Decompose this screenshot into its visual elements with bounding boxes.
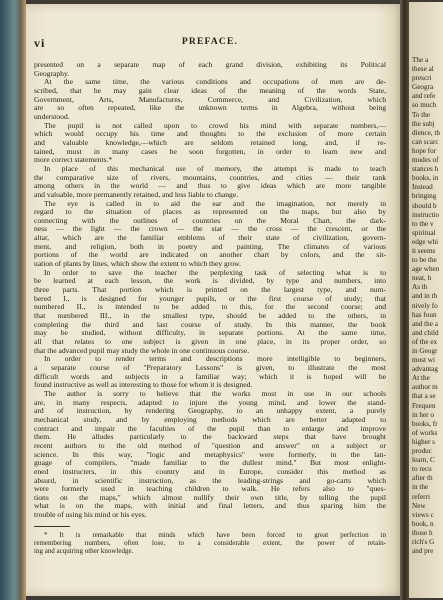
text-line: that numbered III., in the smallest type, should be added to the others, in: [34, 311, 386, 321]
text-line: recent authors to the old method of "question and answer" on a subject or: [34, 440, 386, 450]
text-line: were formerly used in teaching children to walk. He refers also to "ques-: [34, 484, 386, 494]
page-header: [34, 36, 386, 54]
facing-page-line: those h: [412, 528, 433, 537]
text-line: found instructive as well as interesting to those for whom it is designed.: [34, 380, 253, 390]
text-line: which would occupy his time and thoughts to the exclusion of more certain: [34, 129, 386, 139]
text-line: all that relates to one subject is given in one place, in its proper order, so: [34, 337, 386, 346]
facing-page-line: of works: [412, 428, 438, 437]
facing-page: [409, 2, 443, 598]
footnote: [34, 531, 386, 555]
facing-page-line: modes of: [412, 156, 439, 165]
text-line: difficult words and subjects in a familiar way; which it is hoped will be: [34, 371, 386, 381]
book-gutter: [400, 0, 409, 600]
text-line: what is on the maps, with initial and final letters, and thus sparing him the: [34, 501, 386, 511]
preface-body: [34, 61, 386, 555]
text-line: In place of this mechanical use of memory, the attempt is made to teach: [44, 163, 386, 173]
footnote-line: remembering numbers, often lose, to a considerable extent, the power of retain-: [34, 538, 386, 547]
text-line: science. In this way, "logic and metaphysics" were formerly, in the lan-: [34, 449, 386, 459]
text-line: contract and impair the faculties of the pupil than to enlarge and improve: [34, 423, 386, 433]
facing-page-text: [409, 56, 443, 556]
facing-page-line: New: [412, 501, 426, 510]
text-line: uation of plants by lines, which show the extent to which they grow.: [34, 259, 242, 269]
facing-page-line: rich's G: [412, 537, 435, 546]
text-line: are so often repeated, like the unknown terms in Algebra, without being: [34, 103, 386, 113]
text-line: tions on the maps," which almost nullify their own title, by telling the pupil: [34, 492, 386, 502]
facing-page-line: author m: [412, 383, 438, 392]
text-line: mechanical study, and by employing methods which are better adapted to: [34, 414, 386, 424]
facing-page-line: these al: [412, 65, 434, 74]
facing-page-top-margin: [409, 2, 443, 56]
text-line: presented on a separate map of each grand division, exhibiting its Political: [34, 60, 386, 69]
running-title: PREFACE.: [181, 37, 239, 47]
text-line: and valuable knowledge,—which are seldom retained long, and, if re-: [34, 137, 386, 147]
text-line: absurd, in scientific instruction, as the leading-strings and go-carts which: [34, 475, 386, 485]
text-line: trouble of using his mind or his eyes.: [34, 510, 147, 520]
text-line: numbered II., is intended to be added to this, for the second course; and: [34, 302, 386, 312]
facing-page-line: the subj: [412, 119, 435, 128]
facing-page-line: views c: [412, 510, 434, 519]
facing-page-line: Instead: [412, 183, 433, 192]
footnote-line: ing and acquiring other knowledge.: [34, 546, 134, 555]
text-line: scribed, that he may gain clear ideas of the meaning of the words State,: [34, 85, 386, 95]
facing-page-line: referri: [412, 492, 430, 501]
text-line: In order to save the teacher the perplexing task of selecting what is to: [44, 267, 386, 277]
facing-page-line: bringing: [412, 192, 437, 201]
facing-page-line: books, in: [412, 174, 439, 183]
facing-page-line: it seems: [412, 246, 436, 255]
facing-page-line: instructio: [412, 210, 440, 219]
facing-page-line: book, n: [412, 519, 434, 528]
footnote-line: * It is remarkable that minds which have been forced to great perfection in: [44, 530, 386, 539]
facing-page-line: nively fo: [412, 301, 438, 310]
book-cover-edge: [0, 0, 20, 600]
facing-page-line: prescri: [412, 74, 432, 83]
text-line: connecting with the outlines of countries on the Moral Chart, the dark-: [34, 215, 386, 225]
facing-page-line: higher s: [412, 437, 435, 446]
text-line: more correct statements.*: [34, 155, 113, 165]
text-line: The eye is called in to aid the ear and the imagination, not merely in: [44, 198, 386, 208]
facing-page-line: in the: [412, 483, 429, 492]
facing-page-line: Geogra: [412, 83, 434, 92]
facing-page-line: edge whi: [412, 237, 439, 246]
text-line: be learned at each lesson, the work is divided, by type and numbers, into: [34, 276, 386, 286]
text-line: that the advanced pupil may study the whole in one continuous course.: [34, 345, 250, 355]
facing-page-line: books, fr: [412, 419, 438, 428]
facing-page-line: age when: [412, 265, 440, 274]
facing-page-line: and the a: [412, 319, 438, 328]
facing-page-line: The a: [412, 56, 429, 64]
facing-page-line: so much: [412, 101, 437, 110]
facing-page-line: to recu: [412, 465, 432, 474]
facing-page-line: produc: [412, 447, 432, 456]
facing-page-line: to the v: [412, 219, 434, 228]
facing-page-line: most wi: [412, 356, 435, 365]
text-line: ard of instruction, by rendering Geography, to an unhappy extent, a purely: [34, 406, 386, 416]
facing-page-line: hope for: [412, 146, 437, 155]
footnote-rule: [34, 526, 70, 527]
facing-page-line: can scarc: [412, 137, 439, 146]
facing-page-line: of the ex: [412, 337, 438, 346]
facing-page-line: dience, th: [412, 128, 440, 137]
text-line: three parts. That portion which is printed on the largest type, and num-: [34, 285, 386, 295]
text-line: bered I., is designed for younger pupils, or the first course of study; that: [34, 293, 386, 303]
facing-page-line: learn, C: [412, 456, 435, 465]
text-line: are, in many respects, adapted to injure the young mind, and lower the stand-: [34, 397, 386, 407]
facing-page-line: to be the: [412, 256, 437, 265]
text-line: The author is sorry to believe that the works most in use in our schools: [44, 388, 386, 398]
text-line: may be studied, without difficulty, in separate portions. At the same time,: [34, 328, 386, 338]
facing-page-line: after th: [412, 474, 433, 483]
text-line: tained, must in many cases be soon forgotten, in order to learn new and: [34, 146, 386, 156]
page-number: vi: [34, 36, 46, 50]
text-line: Geography.: [34, 68, 70, 78]
facing-page-line: At the: [412, 374, 430, 383]
facing-page-line: has foun: [412, 310, 437, 319]
text-line: understood.: [34, 111, 70, 121]
facing-page-line: in Geogr: [412, 347, 438, 355]
text-line: portions of the world are indicated on another chart by colors, and the sit-: [34, 250, 386, 260]
facing-page-line: advantag: [412, 365, 438, 374]
body-text: [34, 61, 386, 520]
text-line: altar, which are the familiar emblems of their state of civilization, govern-: [34, 233, 386, 243]
text-line: ment, and religion, both in poetry and painting. The climates of various: [34, 241, 386, 251]
facing-page-line: in her o: [412, 410, 434, 419]
text-line: guage of compilers, "made familiar to the dullest mind." But most enlight-: [34, 458, 386, 468]
facing-page-line: To the: [412, 110, 431, 119]
facing-page-line: Frequen: [412, 401, 436, 410]
text-line: In order to render terms and descriptions more intelligible to beginners,: [44, 354, 386, 364]
facing-page-line: should b: [412, 201, 437, 210]
text-line: completing the third and last course of study. In this manner, the book: [34, 319, 386, 329]
facing-page-line: and refe: [412, 92, 436, 101]
facing-page-line: neat, h: [412, 274, 432, 283]
text-line: The pupil is not called upon to crowd his mind with separate numbers,—: [44, 120, 386, 130]
facing-page-line: As th: [412, 283, 428, 292]
facing-page-line: and in th: [412, 292, 438, 301]
facing-page-line: and child: [412, 328, 439, 337]
text-line: the comparative size of rivers, mountains, countries, and cities — their rank: [34, 172, 386, 182]
facing-page-line: spiritual: [412, 228, 436, 237]
text-line: ness — the light — the crown — the star — the cross — the crescent, or the: [34, 224, 386, 234]
facing-page-line: that a se: [412, 392, 436, 401]
text-line: and valuable, more permanently retained, and less liable to change.: [34, 189, 239, 199]
text-line: them. He alludes particularly to the backward steps that have brought: [34, 432, 386, 442]
text-line: among others in the world — and thus to give ideas which are more tangible: [34, 181, 386, 191]
text-line: Government, Arts, Manufactures, Commerce, and Civilization, which: [34, 94, 386, 104]
text-line: a separate course of "Preparatory Lessons" is given, to illustrate the most: [34, 362, 386, 372]
text-line: At the same time, the various conditions and occupations of men are de-: [44, 77, 386, 87]
text-line: regard to the situation of places as represented on the maps, but also by: [34, 207, 386, 217]
text-line: ened instructers, in this country and in Europe, consider this method as: [34, 466, 386, 476]
facing-page-line: stances h: [412, 165, 439, 174]
facing-page-line: and pre: [412, 547, 434, 556]
